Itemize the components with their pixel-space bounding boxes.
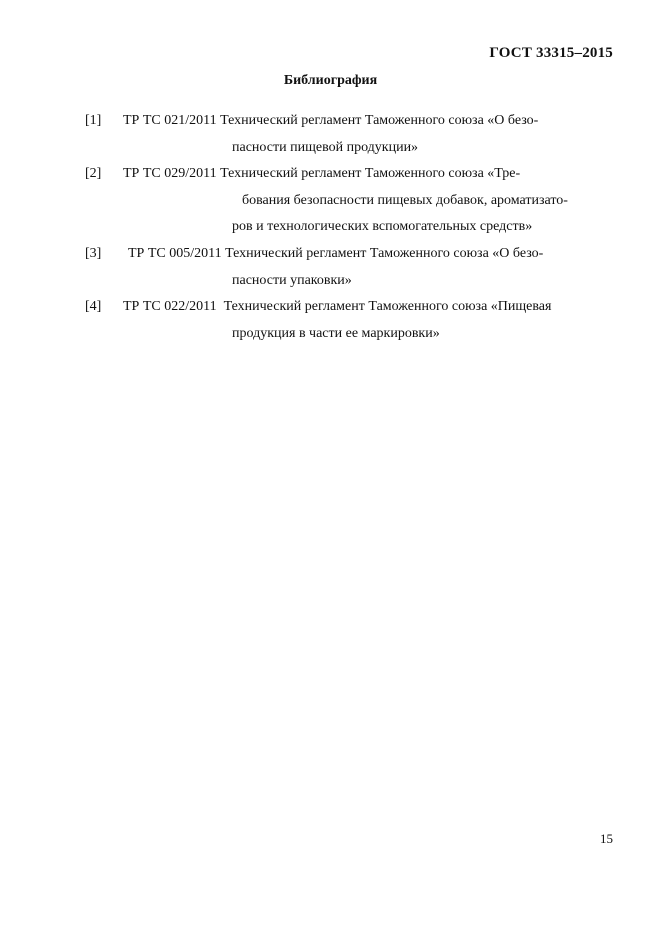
reference-number: [2] [85, 166, 102, 181]
bibliography-title: Библиография [283, 73, 378, 88]
reference-text-line: пасности пищевой продукции» [232, 139, 419, 155]
reference-item-3 [0, 241, 661, 294]
standard-code: ГОСТ 33315–2015 [489, 45, 613, 61]
reference-text-line: бования безопасности пищевых добавок, ароматизато- [242, 192, 568, 208]
reference-item-4 [0, 294, 661, 347]
reference-text-line: ров и технологических вспомогательных средств» [232, 219, 533, 234]
reference-text-line: ТР ТС 022/2011 Технический регламент Таможенного союза «Пищевая [123, 299, 552, 314]
reference-number: [3] [85, 246, 102, 261]
reference-text-line: ТР ТС 005/2011 Технический регламент Таможенного союза «О безо- [128, 246, 544, 261]
reference-number: [4] [85, 299, 102, 314]
page-number: 15 [600, 831, 613, 846]
reference-item-2 [0, 161, 661, 241]
reference-text-line: продукция в части ее маркировки» [232, 325, 440, 341]
reference-number: [1] [85, 113, 102, 128]
reference-item-1 [0, 108, 661, 161]
reference-text-line: ТР ТС 029/2011 Технический регламент Таможенного союза «Тре- [123, 166, 521, 181]
reference-text-line: пасности упаковки» [232, 272, 352, 288]
reference-text-line: ТР ТС 021/2011 Технический регламент Таможенного союза «О безо- [123, 113, 539, 128]
